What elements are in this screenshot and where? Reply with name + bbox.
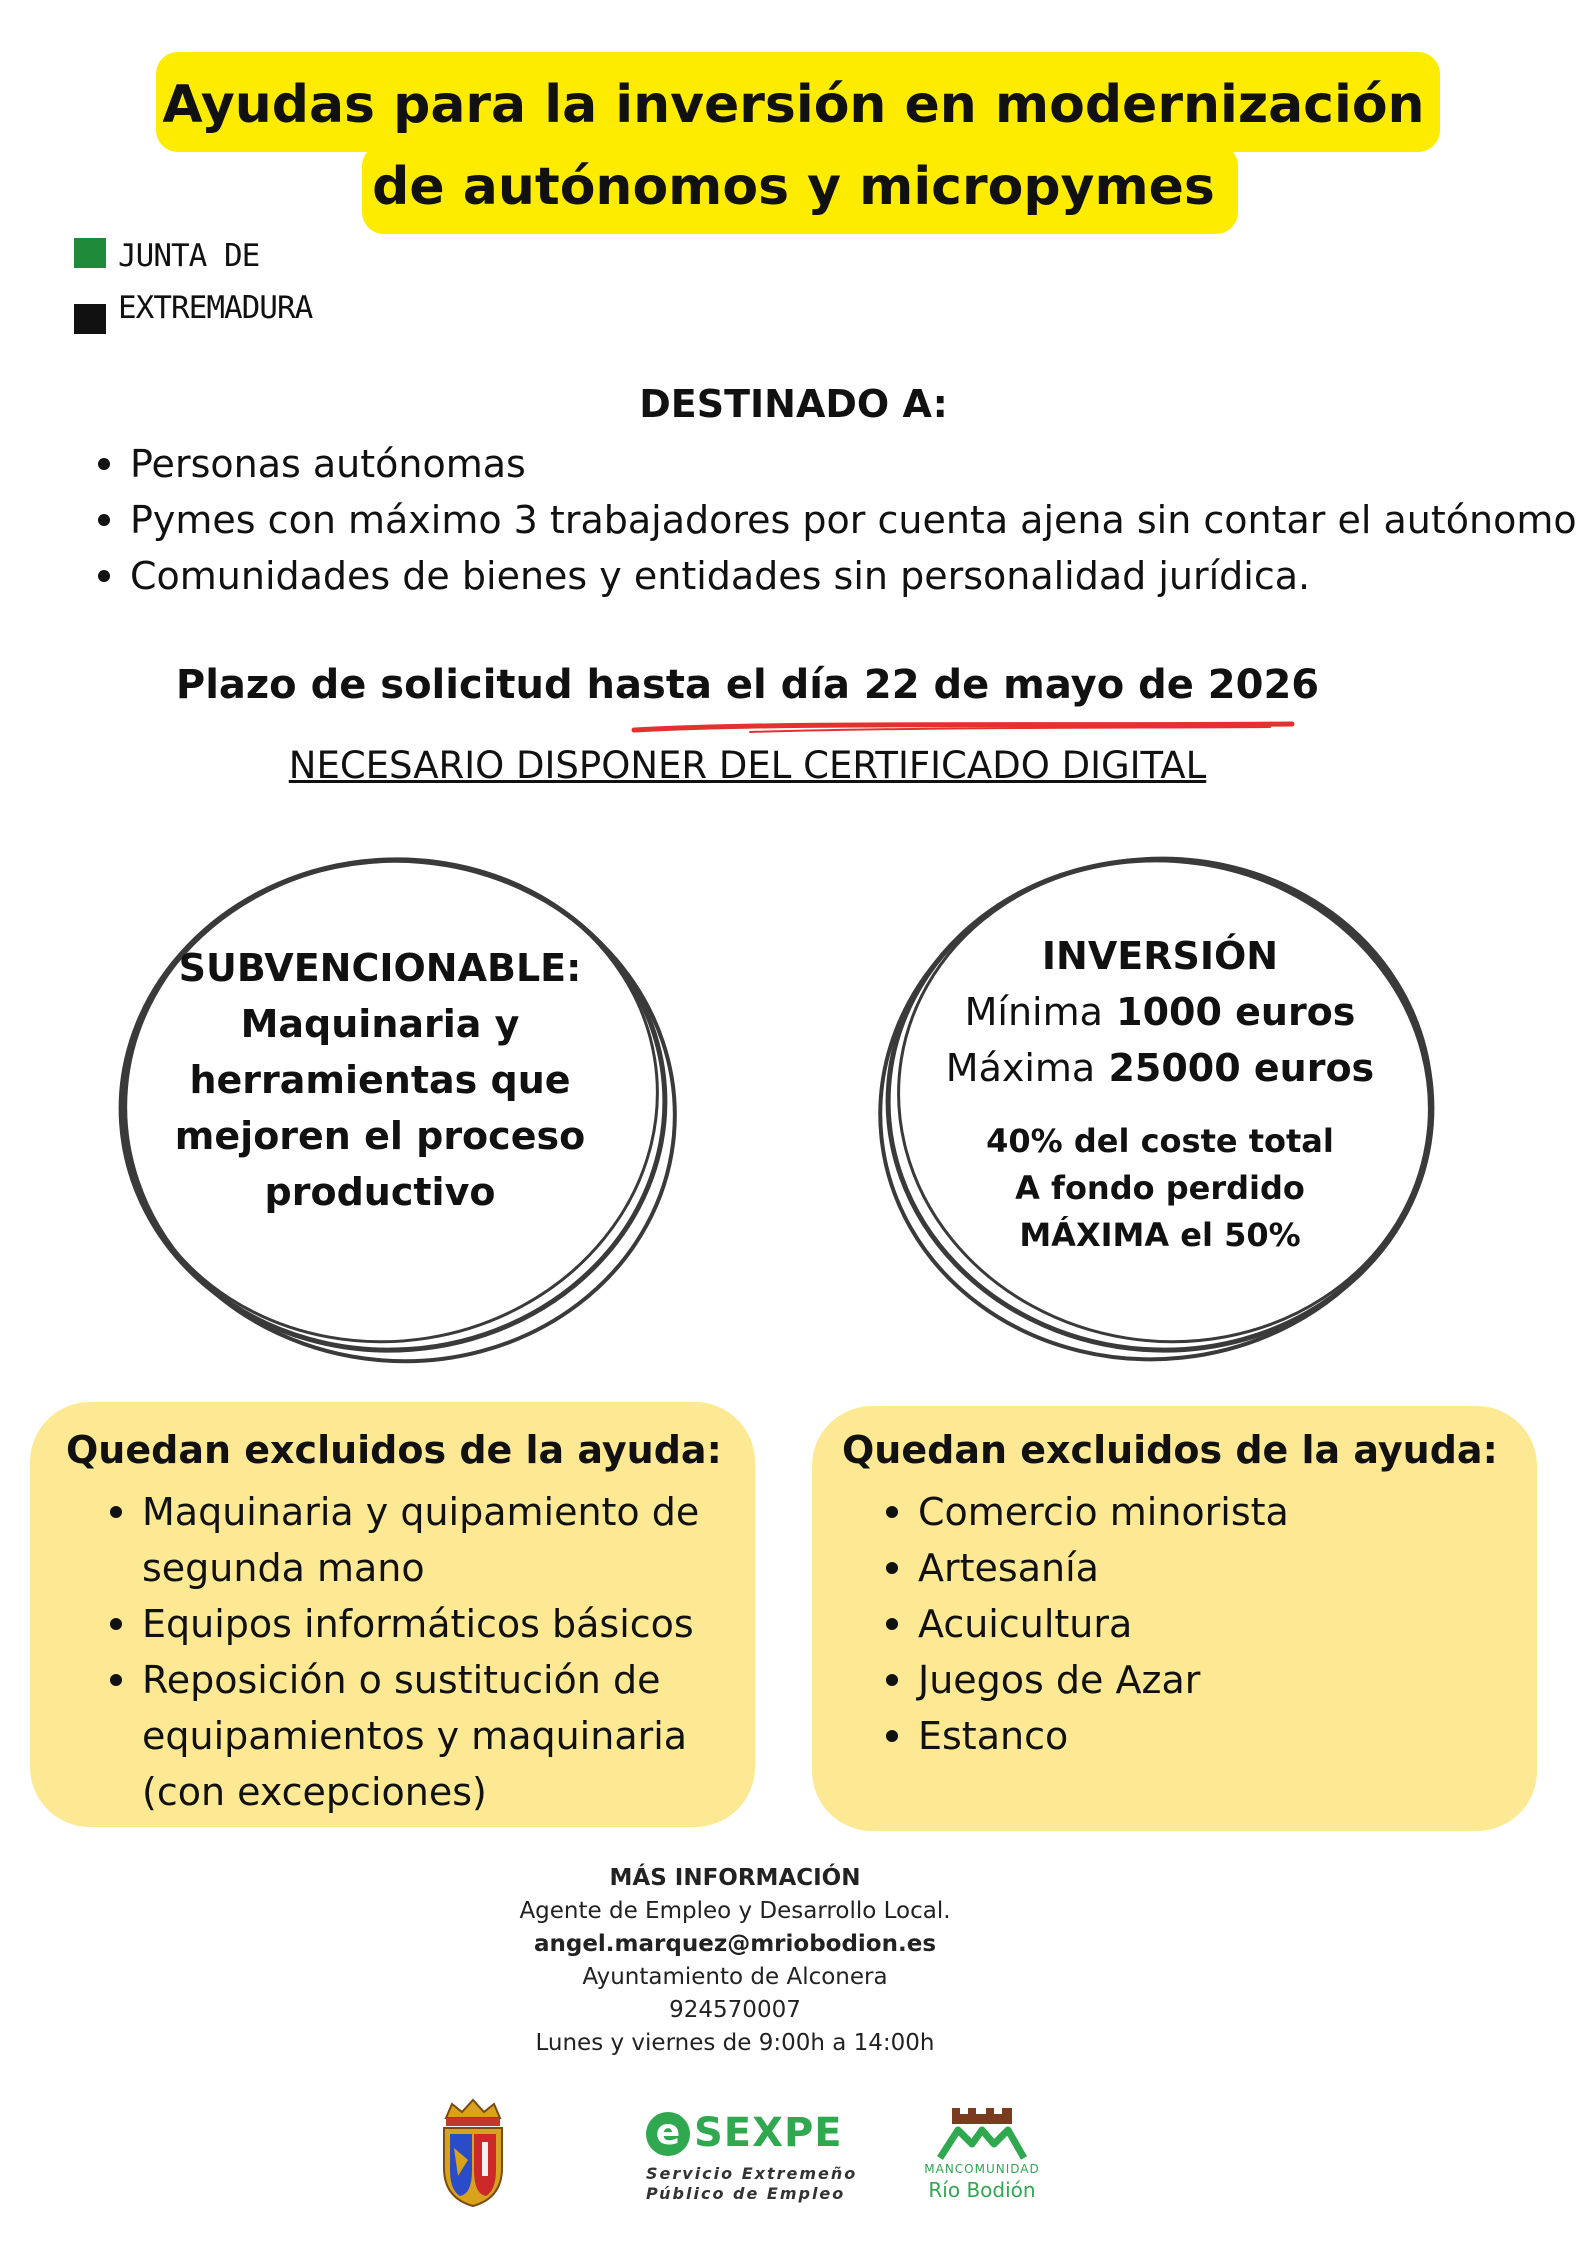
destinado-list <box>88 436 1577 604</box>
black-square-icon <box>74 304 106 334</box>
list-item: Artesanía <box>876 1540 1516 1596</box>
plazo-text: Plazo de solicitud hasta el día 22 de mayo de 2026 <box>175 662 1320 708</box>
contact-email[interactable]: angel.marquez@mriobodion.es <box>533 1931 937 1957</box>
sexpe-name: SEXPE <box>694 2110 843 2156</box>
subvencionable-line: mejoren el proceso <box>174 1114 586 1158</box>
phone-number: 924570007 <box>669 1997 801 2023</box>
subvencionable-line: Maquinaria y <box>240 1002 520 1046</box>
inversion-heading: INVERSIÓN <box>1041 934 1279 978</box>
mancomunidad-name: Río Bodión <box>928 2178 1036 2202</box>
list-item: Equipos informáticos básicos <box>100 1596 740 1652</box>
certificado-notice: NECESARIO DISPONER DEL CERTIFICADO DIGITAL <box>288 744 1207 787</box>
more-info-section <box>0 1862 1470 2060</box>
more-info-heading: MÁS INFORMACIÓN <box>609 1865 861 1891</box>
mancomunidad-logo <box>924 2100 1040 2212</box>
max-label: Máxima <box>945 1046 1096 1090</box>
ayuntamiento-text: Ayuntamiento de Alconera <box>582 1964 888 1990</box>
coat-of-arms-icon <box>438 2098 508 2208</box>
min-label: Mínima <box>964 990 1103 1034</box>
subvencionable-text <box>170 940 590 1220</box>
agente-text: Agente de Empleo y Desarrollo Local. <box>519 1898 951 1924</box>
min-value: 1000 euros <box>1116 990 1356 1034</box>
list-item: Personas autónomas <box>88 436 1577 492</box>
sexpe-logo <box>646 2110 858 2203</box>
sexpe-e-icon: e <box>646 2112 690 2156</box>
subvencionable-line: productivo <box>264 1170 496 1214</box>
green-square-icon <box>74 238 106 268</box>
list-item: Maquinaria y quipamiento de segunda mano <box>100 1484 740 1596</box>
excluded-list-right <box>876 1484 1516 1764</box>
list-item: Comercio minorista <box>876 1484 1516 1540</box>
page-title-line-1: Ayudas para la inversión en modernización <box>162 75 1425 135</box>
red-underline <box>630 718 1296 738</box>
excluded-box-left <box>30 1402 755 1827</box>
list-item: Comunidades de bienes y entidades sin personalidad jurídica. <box>88 548 1577 604</box>
inversion-detail: A fondo perdido <box>1015 1169 1305 1207</box>
excluded-list-left <box>100 1484 740 1820</box>
list-item: Acuicultura <box>876 1596 1516 1652</box>
mancomunidad-label: MANCOMUNIDAD <box>924 2162 1040 2176</box>
inversion-detail: 40% del coste total <box>986 1122 1334 1160</box>
junta-logo-line-2: EXTREMADURA <box>118 290 313 326</box>
junta-logo-line-1: JUNTA DE <box>118 238 260 274</box>
schedule-text: Lunes y viernes de 9:00h a 14:00h <box>535 2030 935 2056</box>
sexpe-subtitle-2: Público de Empleo <box>646 2184 846 2203</box>
destinado-heading: DESTINADO A: <box>639 382 948 426</box>
inversion-detail: MÁXIMA el 50% <box>1019 1216 1301 1254</box>
sexpe-subtitle-1: Servicio Extremeño <box>646 2164 858 2183</box>
inversion-maximum <box>935 1040 1385 1096</box>
inversion-text <box>935 928 1385 1259</box>
excluded-box-right <box>812 1406 1537 1831</box>
excluded-heading-right: Quedan excluidos de la ayuda: <box>842 1428 1498 1472</box>
inversion-minimum <box>935 984 1385 1040</box>
max-value: 25000 euros <box>1108 1046 1375 1090</box>
castle-icon <box>924 2100 1040 2160</box>
subvencionable-heading: SUBVENCIONABLE: <box>178 946 582 990</box>
page-title-line-2: de autónomos y micropymes <box>372 157 1215 217</box>
subvencionable-line: herramientas que <box>189 1058 571 1102</box>
list-item: Reposición o sustitución de equipamientos y maquinaria (con excepciones) <box>100 1652 740 1820</box>
excluded-heading-left: Quedan excluidos de la ayuda: <box>66 1428 722 1472</box>
list-item: Pymes con máximo 3 trabajadores por cuenta ajena sin contar el autónomo <box>88 492 1577 548</box>
list-item: Estanco <box>876 1708 1516 1764</box>
list-item: Juegos de Azar <box>876 1652 1516 1708</box>
